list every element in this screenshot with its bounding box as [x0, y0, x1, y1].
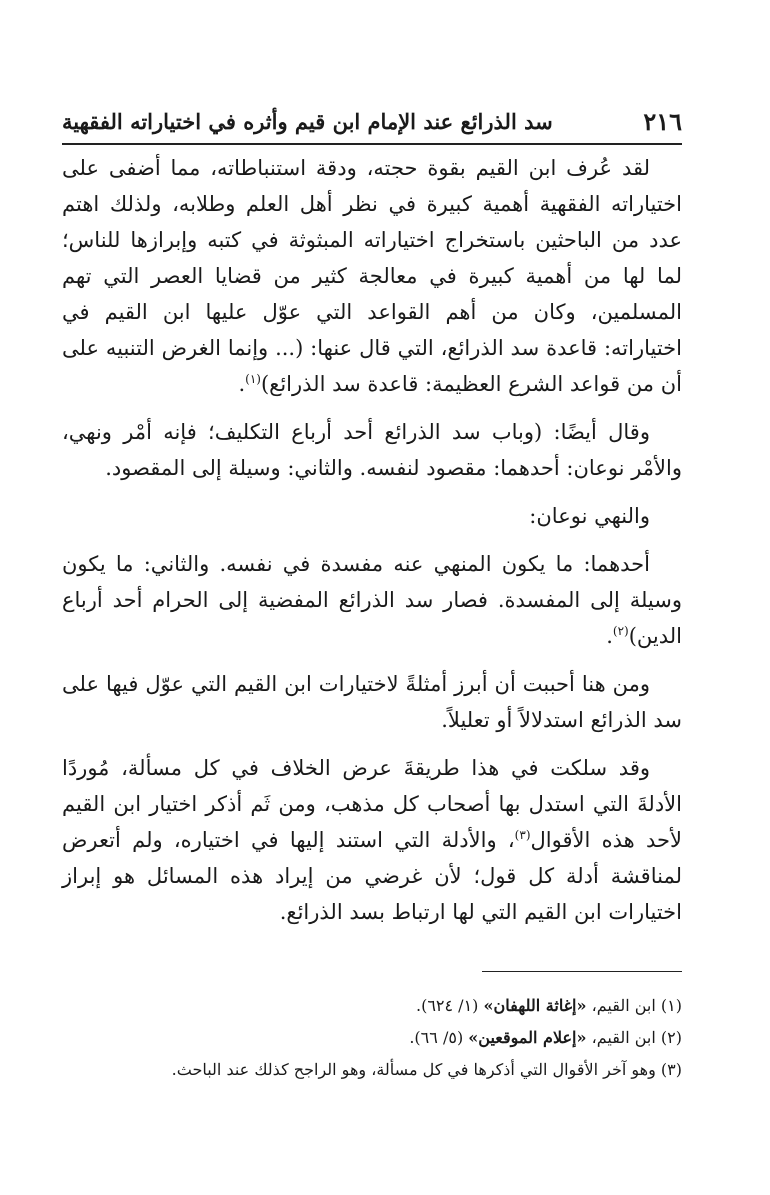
paragraph-method: وقد سلكت في هذا طريقةَ عرض الخلاف في كل مسألة، مُوردًا الأدلةَ التي استدل بها أصحاب كل مذهب، ومن ثَم أذكر اختيار ابن القيم لأحد هذه الأقوال$^{(٣)}$، والأدلة التي استند إليها في اختياره، ولم أتعرض لمناقشة أدلة كل قول؛ لأن غرضي من إيراد هذه المسائل هو إبراز اختيارات ابن القيم التي لها ارتباط بسد الذرائع. — [62, 756, 682, 924]
paragraph-examples: ومن هنا أحببت أن أبرز أمثلةً لاختيارات ابن القيم التي عوّل فيها على سد الذرائع استدلالاً أو تعليلاً. — [62, 672, 682, 732]
header-divider — [62, 143, 682, 145]
paragraph-quote: وقال أيضًا: (وباب سد الذرائع أحد أرباع التكليف؛ فإنه أمْر ونهي، والأمْر نوعان: أحدهما: مقصود لنفسه. والثاني: وسيلة إلى المقصود. — [62, 420, 682, 480]
page-number: ٢١٦ — [643, 106, 682, 136]
running-title: سد الذرائع عند الإمام ابن قيم وأثره في اختياراته الفقهية — [62, 108, 553, 134]
footnote-ref-2: (٢) — [612, 624, 629, 638]
page-header — [62, 102, 682, 140]
paragraph-intro: لقد عُرف ابن القيم بقوة حجته، ودقة استنباطاته، مما أضفى على اختياراته الفقهية أهمية كبيرة في نظر أهل العلم وطلابه، ولذلك اهتم عدد من الباحثين باستخراج اختياراته المبثوثة في كتبه وإبرازها للناس؛ لما لها من أهمية كبيرة في معالجة كثير من قضايا العصر التي تهم المسلمين، وكان من أهم القواعد التي عوّل عليها ابن القيم في اختياراته: قاعدة سد الذرائع، التي قال عنها: (... وإنما الغرض التنبيه على أن من قواعد الشرع العظيمة: قاعدة سد الذرائع)$^{(١)}$. — [62, 156, 682, 396]
main-text — [62, 150, 682, 942]
footnotes — [62, 990, 682, 1086]
footnote-3: (٣) وهو آخر الأقوال التي أذكرها في كل مسألة، وهو الراجح كذلك عند الباحث. — [171, 1060, 682, 1079]
paragraph-prohibition-types: والنهي نوعان: — [529, 504, 650, 528]
footnote-ref-3: (٣) — [514, 828, 531, 842]
footnote-1: (١) ابن القيم، «إغاثة اللهفان» (١/ ٦٢٤). — [415, 996, 682, 1015]
footnote-ref-1: (١) — [245, 372, 261, 386]
footnote-2: (٢) ابن القيم، «إعلام الموقعين» (٥/ ٦٦). — [409, 1028, 682, 1047]
footnote-divider — [482, 971, 682, 972]
paragraph-first-second: أحدهما: ما يكون المنهي عنه مفسدة في نفسه. والثاني: ما يكون وسيلة إلى المفسدة. فصار سد الذرائع المفضية إلى الحرام أحد أرباع الدين)$^{(٢)}$. — [62, 552, 682, 648]
